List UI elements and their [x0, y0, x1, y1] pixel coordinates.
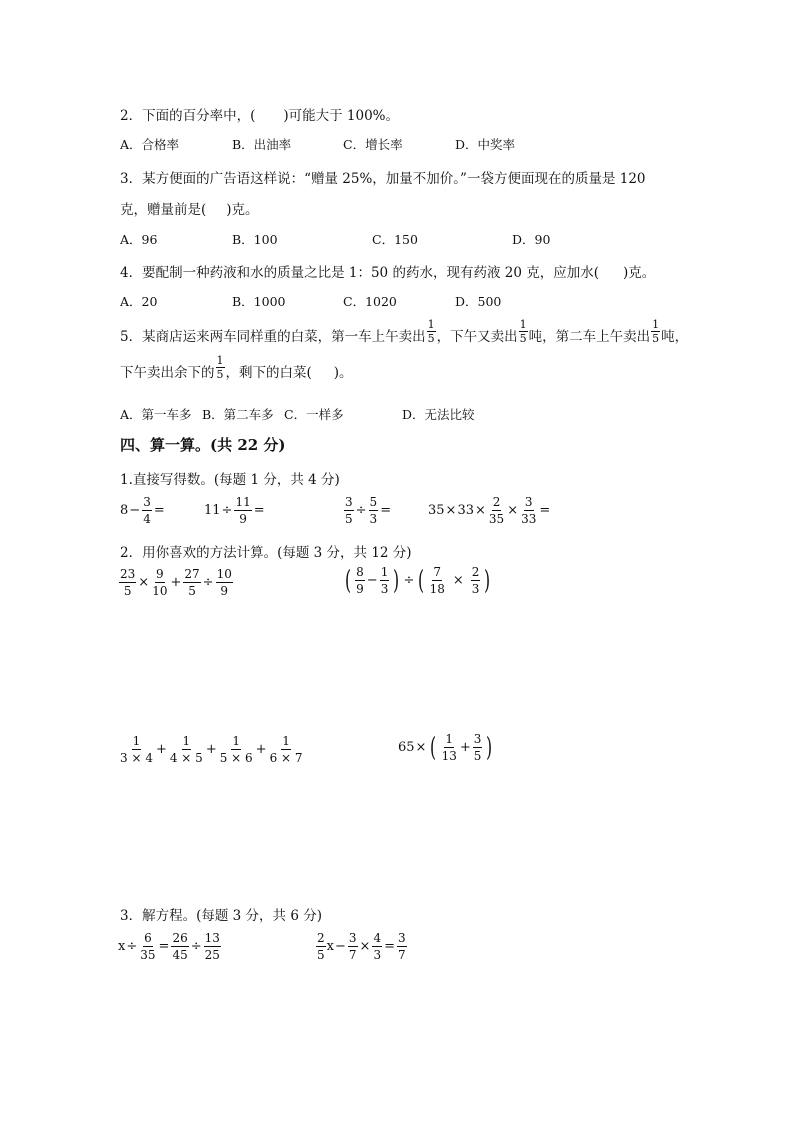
question-4: 4．要配制一种药液和水的质量之比是 1：50 的药水，现有药液 20 克，应加水( )克。	[120, 265, 656, 281]
q3-option-a: A．96	[120, 232, 158, 247]
expr-1: 8 − $\frac{3}{4}$ =	[120, 495, 165, 526]
fraction: $\frac{1}{5}$	[216, 354, 224, 381]
question-2: 2．下面的百分率中，( )可能大于 100%。	[120, 108, 400, 124]
question-5-line2: 下午卖出余下的 $\frac{1}{5}$ ，剩下的白菜( )。	[120, 354, 353, 381]
q2-option-d: D．中奖率	[455, 137, 516, 152]
q4-option-c: C．1020	[343, 294, 397, 309]
expr-4: 35 × 33 × $\frac{2}{35}$ × $\frac{3}{33}$ =	[428, 495, 551, 526]
q5-option-c: C．一样多	[284, 407, 344, 422]
q3-option-c: C．150	[372, 232, 418, 247]
q3-option-d: D．90	[512, 232, 551, 247]
q2-option-c: C．增长率	[343, 137, 403, 152]
fraction: $\frac{1}{5}$	[652, 318, 660, 345]
q4-option-b: B．1000	[232, 294, 286, 309]
calc-3: $\frac{1}{3 \times 4}$ + $\frac{1}{4 \times 5}$ + $\frac{1}{5 \times 6}$ + $\frac{1}{6 \times 7}$	[120, 734, 303, 765]
question-3-line2: 克，赠量前是( )克。	[120, 202, 259, 218]
q5-option-b: B．第二车多	[202, 407, 274, 422]
equation-1: x ÷ $\frac{6}{35}$ = $\frac{26}{45}$ ÷ $\frac{13}{25}$	[118, 931, 220, 962]
calc-4: 65 × ( $\frac{1}{13}$ + $\frac{3}{5}$ )	[398, 732, 493, 763]
q3-option-b: B．100	[232, 232, 278, 247]
expr-3: $\frac{3}{5}$ ÷ $\frac{5}{3}$ =	[345, 495, 392, 526]
calc-1: $\frac{23}{5}$ × $\frac{9}{10}$ + $\frac{27}{5}$ ÷ $\frac{10}{9}$	[120, 567, 232, 598]
question-3-line1: 3．某方便面的广告语这样说：“赠量 25%，加量不加价。”一袋方便面现在的质量是 120	[120, 171, 646, 187]
equation-2: $\frac{2}{5}$ x − $\frac{3}{7}$ × $\frac{4}{3}$ = $\frac{3}{7}$	[317, 931, 406, 962]
calc-2: ( $\frac{8}{9}$ − $\frac{1}{3}$ ) ÷ ( $\frac{7}{18}$ × $\frac{2}{3}$ )	[345, 565, 491, 596]
section-4-sub1: 1.直接写得数。(每题 1 分，共 4 分)	[120, 472, 340, 488]
expr-2: 11 ÷ $\frac{11}{9}$ =	[204, 495, 265, 526]
fraction: $\frac{1}{5}$	[427, 318, 435, 345]
question-5-line1: 5．某商店运来两车同样重的白菜，第一车上午卖出 $\frac{1}{5}$ ，下午又卖出 $\frac{1}{5}$ 吨，第二车上午卖出 $\frac{1}{5}$ 吨，	[120, 318, 689, 345]
q2-option-b: B．出油率	[232, 137, 292, 152]
section-4-sub3: 3．解方程。(每题 3 分，共 6 分)	[120, 908, 322, 924]
q4-option-a: A．20	[120, 294, 158, 309]
section-4-heading: 四、算一算。(共 22 分)	[120, 436, 286, 454]
section-4-sub2: 2．用你喜欢的方法计算。(每题 3 分，共 12 分)	[120, 545, 412, 561]
q5-option-d: D．无法比较	[402, 407, 475, 422]
fraction: $\frac{1}{5}$	[519, 318, 527, 345]
q4-option-d: D．500	[455, 294, 502, 309]
q5-option-a: A．第一车多	[120, 407, 192, 422]
q2-option-a: A．合格率	[120, 137, 180, 152]
